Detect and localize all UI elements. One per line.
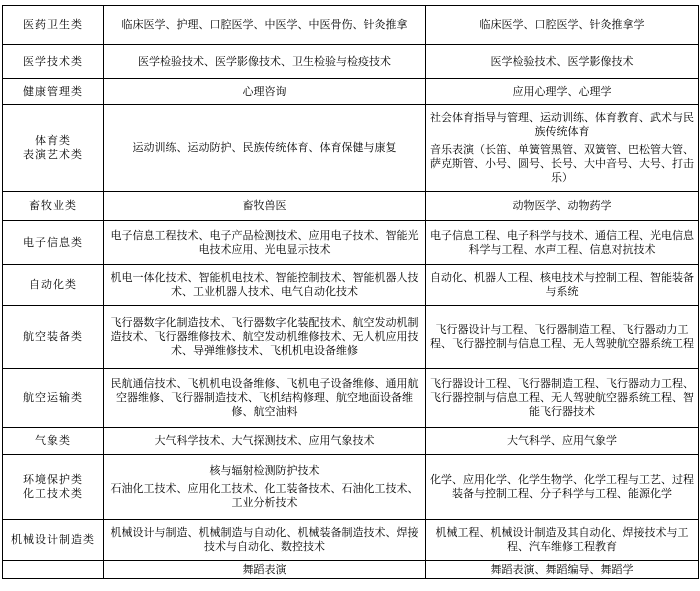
table-row-merged-environment-chemical <box>3 455 699 520</box>
undergrad-majors-cell: 应用心理学、心理学 <box>426 79 699 105</box>
undergrad-majors-cell: 电子信息工程、电子科学与技术、通信工程、光电信息科学与工程、水声工程、信息对抗技术 <box>426 221 699 265</box>
table-row <box>3 6 699 45</box>
table-row <box>3 520 699 561</box>
category-cell: 医药卫生类 <box>3 6 104 45</box>
table-row <box>3 221 699 265</box>
majors-text: 音乐表演（长笛、单簧管黑管、双簧管、巴松管大管、萨克斯管、小号、圆号、长号、大中音号、大号、打击乐） <box>430 143 694 184</box>
vocational-majors-cell: 临床医学、护理、口腔医学、中医学、中医骨伤、针灸推拿 <box>104 6 426 45</box>
undergrad-majors-cell: 动物医学、动物药学 <box>426 192 699 221</box>
category-cell: 机械设计制造类 <box>3 520 104 561</box>
vocational-majors-cell: 飞行器数字化制造技术、飞行器数字化装配技术、航空发动机制造技术、飞行器维修技术、航空发动机维修技术、无人机应用技术、导弹维修技术、飞机机电设备维修 <box>104 306 426 369</box>
majors-text: 石油化工技术、应用化工技术、化工装备技术、石油化工技术、工业分析技术 <box>110 482 419 509</box>
table-row <box>3 306 699 369</box>
category-cell: 自动化类 <box>3 265 104 306</box>
category-cell: 医学技术类 <box>3 45 104 79</box>
category-cell: 畜牧业类 <box>3 192 104 221</box>
undergrad-majors-cell: 大气科学、应用气象学 <box>426 428 699 455</box>
vocational-majors-cell: 大气科学技术、大气探测技术、应用气象技术 <box>104 428 426 455</box>
table-row <box>3 561 699 579</box>
vocational-majors-cell: 民航通信技术、飞机机电设备维修、飞机电子设备维修、通用航空器维修、飞行器制造技术、飞机结构修理、航空地面设备维修、航空油料 <box>104 369 426 428</box>
category-cell <box>3 561 104 579</box>
category-label: 环境保护类 <box>23 473 83 486</box>
category-label: 表演艺术类 <box>23 148 83 161</box>
vocational-majors-cell: 机电一体化技术、智能机电技术、智能控制技术、智能机器人技术、工业机器人技术、电气自动化技术 <box>104 265 426 306</box>
category-label: 化工技术类 <box>23 487 83 500</box>
undergrad-majors-cell: 飞行器设计与工程、飞行器制造工程、飞行器动力工程、飞行器控制与信息工程、无人驾驶航空器系统工程 <box>426 306 699 369</box>
vocational-majors-cell: 畜牧兽医 <box>104 192 426 221</box>
vocational-majors-cell: 医学检验技术、医学影像技术、卫生检验与检疫技术 <box>104 45 426 79</box>
vocational-majors-cell: 舞蹈表演 <box>104 561 426 579</box>
undergrad-majors-cell <box>426 105 699 192</box>
category-label: 体育类 <box>35 134 71 147</box>
undergrad-majors-cell: 临床医学、口腔医学、针灸推拿学 <box>426 6 699 45</box>
majors-text: 核与辐射检测防护技术 <box>209 464 320 477</box>
table-row-merged-sports-performing <box>3 105 699 192</box>
undergrad-majors-cell: 化学、应用化学、化学生物学、化学工程与工艺、过程装备与控制工程、分子科学与工程、能源化学 <box>426 455 699 520</box>
table-row <box>3 192 699 221</box>
table-row <box>3 369 699 428</box>
undergrad-majors-cell: 飞行器设计工程、飞行器制造工程、飞行器动力工程、飞行器控制与信息工程、无人驾驶航空器系统工程、智能飞行器技术 <box>426 369 699 428</box>
category-cell: 电子信息类 <box>3 221 104 265</box>
vocational-majors-cell: 电子信息工程技术、电子产品检测技术、应用电子技术、智能光电技术应用、光电显示技术 <box>104 221 426 265</box>
category-cell: 航空装备类 <box>3 306 104 369</box>
vocational-majors-cell: 运动训练、运动防护、民族传统体育、体育保健与康复 <box>104 105 426 192</box>
category-cell <box>3 455 104 520</box>
majors-table <box>2 5 699 579</box>
undergrad-majors-cell: 舞蹈表演、舞蹈编导、舞蹈学 <box>426 561 699 579</box>
category-cell <box>3 105 104 192</box>
undergrad-majors-cell: 医学检验技术、医学影像技术 <box>426 45 699 79</box>
category-cell: 健康管理类 <box>3 79 104 105</box>
vocational-majors-cell <box>104 455 426 520</box>
table-row <box>3 79 699 105</box>
table-row <box>3 428 699 455</box>
category-cell: 气象类 <box>3 428 104 455</box>
vocational-majors-cell: 心理咨询 <box>104 79 426 105</box>
category-cell: 航空运输类 <box>3 369 104 428</box>
undergrad-majors-cell: 自动化、机器人工程、核电技术与控制工程、智能装备与系统 <box>426 265 699 306</box>
table-row <box>3 45 699 79</box>
vocational-majors-cell: 机械设计与制造、机械制造与自动化、机械装备制造技术、焊接技术与自动化、数控技术 <box>104 520 426 561</box>
table-row <box>3 265 699 306</box>
majors-text: 社会体育指导与管理、运动训练、体育教育、武术与民族传统体育 <box>430 111 694 138</box>
undergrad-majors-cell: 机械工程、机械设计制造及其自动化、焊接技术与工程、汽车维修工程教育 <box>426 520 699 561</box>
